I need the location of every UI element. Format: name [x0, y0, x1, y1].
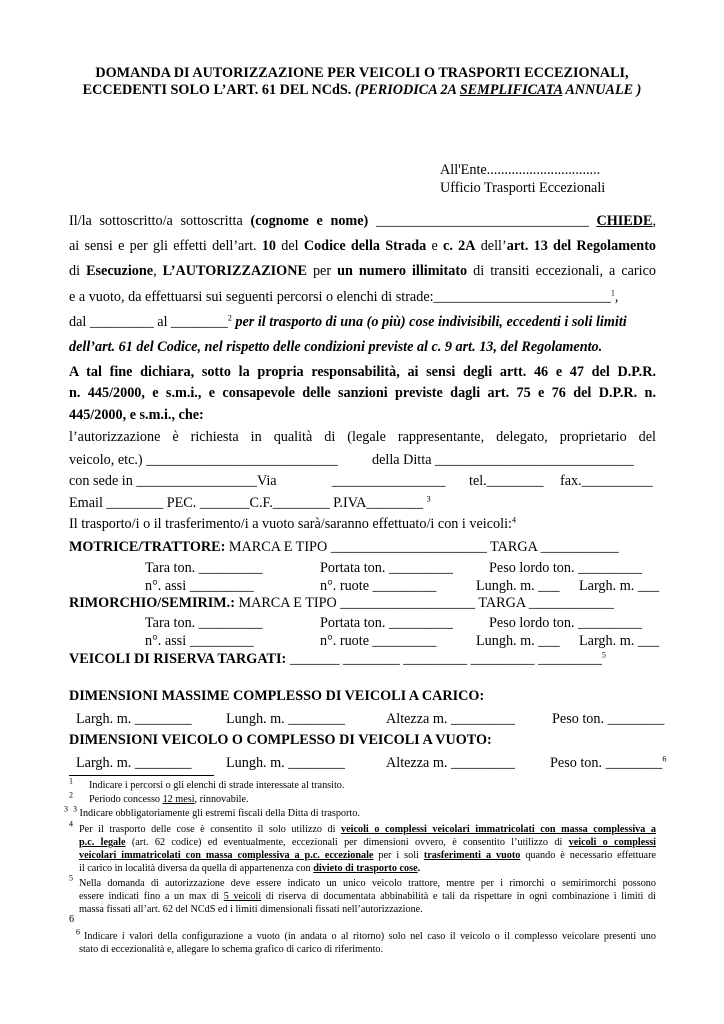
legal-text: ai sensi e per gli effetti dell’art.	[69, 238, 262, 254]
riserva-line[interactable]	[69, 650, 606, 668]
footnote-ref-4: 4	[511, 515, 516, 525]
motrice-lunghezza[interactable]: Lungh. m. ___	[476, 578, 560, 594]
rimorchio-label: RIMORCHIO/SEMIRIM.:	[69, 595, 235, 611]
footnote-number: 3	[73, 804, 77, 814]
motrice-portata[interactable]: Portata ton. _________	[320, 560, 453, 576]
legal-text: del	[276, 238, 304, 254]
footnote-text: di riserva di documentata abbinabilità e tali da rispettare in ogni combinazione i limiti di	[261, 891, 656, 902]
dim-carico-altezza[interactable]: Altezza m. _________	[386, 711, 515, 727]
riserva-label: VEICOLI DI RISERVA TARGATI:	[69, 651, 287, 667]
motrice-peso-lordo[interactable]: Peso lordo ton. _________	[489, 560, 642, 576]
form-title-line-1: DOMANDA DI AUTORIZZAZIONE PER VEICOLI O TRASPORTI ECCEZIONALI,	[95, 65, 629, 81]
title-main: ECCEDENTI SOLO L’ART. 61 DEL NCdS.	[82, 82, 355, 98]
routes-field[interactable]: e a vuoto, da effettuarsi sui seguenti percorsi o elenchi di strade:_________________________	[69, 289, 611, 305]
via-field[interactable]: ________________	[332, 473, 446, 489]
motrice-assi[interactable]: n°. assi _________	[145, 578, 254, 594]
addressee-ente: All'Ente................................	[440, 162, 601, 178]
motrice-line[interactable]	[69, 538, 619, 556]
auth-esecuzione: Esecuzione	[86, 263, 154, 279]
footnote-ref-1: 1	[610, 288, 615, 298]
footnote-emphasis: divieto di trasporto cose	[313, 863, 418, 874]
footnote-emphasis: trasferimenti a vuoto	[423, 850, 521, 861]
footnote-ref-3: 3	[426, 494, 431, 504]
footnote-text: Periodo concesso	[89, 794, 163, 805]
tel-field[interactable]: tel.________	[469, 473, 544, 489]
footnote-1	[69, 776, 345, 793]
declaration-line-3: 445/2000, e s.m.i., che:	[69, 407, 204, 423]
footnote-number: 6	[76, 927, 80, 937]
motrice-tara[interactable]: Tara ton. _________	[145, 560, 263, 576]
comma: ,	[652, 213, 656, 229]
auth-text: per	[306, 263, 338, 279]
footnote-number: 3	[64, 804, 68, 814]
legal-code: Codice della Strada	[303, 238, 427, 254]
footnote-3	[64, 804, 360, 821]
footnote-emphasis: veicolari immatricolati con massa complessiva a p.c. eccezionale	[79, 850, 374, 861]
title-periodica: (PERIODICA 2A	[354, 82, 460, 98]
footnote-separator	[69, 775, 214, 776]
footnote-emphasis: veicoli o complessi	[568, 837, 656, 848]
motrice-larghezza[interactable]: Largh. m. ___	[579, 578, 660, 594]
declaration-line-1: A tal fine dichiara, sotto la propria responsabilità, ai sensi degli artt. 46 e 47 del D.P.R.	[69, 364, 656, 380]
footnote-emphasis: 5 veicoli	[223, 891, 262, 902]
rimorchio-tara[interactable]: Tara ton. _________	[145, 615, 263, 631]
declaration-line-2: n. 445/2000, e s.m.i., e consapevole delle sanzioni previste dagli art. 75 e 76 del D.P.R. n.	[69, 385, 656, 401]
footnote-4-line-2	[79, 837, 656, 850]
footnote-6-number-inline	[76, 927, 80, 944]
applicant-line	[69, 212, 656, 230]
footnote-number: 2	[69, 790, 73, 800]
title-semplificata: SEMPLIFICATA	[459, 82, 563, 98]
footnote-period: 12 mesi	[162, 794, 195, 805]
dim-vuoto-lunghezza[interactable]: Lungh. m. ________	[226, 755, 346, 771]
footnote-text: essere indicati fino a un max di	[79, 891, 224, 902]
footnote-5-line-2	[79, 891, 656, 904]
footnote-ref-5: 5	[601, 650, 606, 660]
transport-description: per il trasporto di una (o più) cose indivisibili, eccedenti i soli limiti	[231, 314, 627, 330]
footnote-text: il carico in località diversa da quella di appartenenza con	[79, 863, 314, 874]
footnote-ref-2: 2	[227, 313, 232, 323]
rimorchio-peso-lordo[interactable]: Peso lordo ton. _________	[489, 615, 642, 631]
rimorchio-line[interactable]	[69, 594, 614, 612]
auth-illimitato: un numero illimitato	[337, 263, 468, 279]
applicant-name-label: (cognome e nome)	[250, 213, 369, 229]
footnote-6-line-1: Indicare i valori della configurazione a vuoto (in andata o al ritorno) solo nel caso il veicolo o il complesso veicolare presenti uno	[84, 931, 656, 942]
motrice-label: MOTRICE/TRATTORE:	[69, 539, 226, 555]
period-line	[69, 313, 627, 331]
footnote-5-line-1: Nella domanda di autorizzazione deve essere indicato un unico veicolo trattore, mentre per i rimorchi o semirimorchi possono	[79, 878, 656, 889]
footnote-4-number	[69, 819, 73, 836]
footnote-number: 4	[69, 819, 73, 829]
title-annuale: ANNUALE )	[562, 82, 642, 98]
rimorchio-lunghezza[interactable]: Lungh. m. ___	[476, 633, 560, 649]
dim-carico-peso[interactable]: Peso ton. ________	[552, 711, 665, 727]
legal-comma: c. 2A	[443, 238, 476, 254]
footnote-emphasis: p.c. legale	[79, 837, 126, 848]
contacts-fields[interactable]: Email ________ PEC. _______C.F.________ P.IVA________	[69, 495, 424, 511]
footnote-text: .	[417, 863, 421, 874]
rimorchio-ruote[interactable]: n°. ruote _________	[320, 633, 437, 649]
footnote-text: , rinnovabile.	[194, 794, 249, 805]
footnote-4-line-1	[79, 824, 656, 837]
vehicles-intro	[69, 515, 516, 533]
transport-conditions: dell’art. 61 del Codice, nel rispetto delle condizioni previste al c. 9 art. 13, del Regolamento.	[69, 339, 603, 355]
dim-vuoto-larghezza[interactable]: Largh. m. ________	[76, 755, 192, 771]
footnote-4-line-3	[79, 850, 656, 863]
legal-regulation: art. 13 del Regolamento	[506, 238, 657, 254]
auth-text: di	[69, 263, 87, 279]
legal-text: e	[426, 238, 444, 254]
dim-vuoto-title: DIMENSIONI VEICOLO O COMPLESSO DI VEICOLI A VUOTO:	[69, 732, 492, 748]
legal-text: dell’	[475, 238, 507, 254]
footnote-text: Indicare i percorsi o gli elenchi di strade interessate al transito.	[89, 780, 345, 791]
seat-field[interactable]: con sede in _________________Via	[69, 473, 277, 489]
auth-autorizzazione: L’AUTORIZZAZIONE	[162, 263, 307, 279]
motrice-fields[interactable]: MARCA E TIPO ______________________ TARGA ___________	[225, 539, 619, 555]
footnote-ref-6: 6	[662, 754, 667, 764]
legal-art: 10	[261, 238, 277, 254]
auth-text: ,	[153, 263, 163, 279]
contacts-line[interactable]	[69, 494, 431, 512]
footnote-5-number	[69, 873, 73, 890]
footnote-4-line-4	[79, 863, 420, 876]
riserva-fields[interactable]: _______ ________ _________ _________ _________	[286, 651, 602, 667]
footnote-number: 1	[69, 776, 73, 786]
footnote-5-line-3: massa fissati all’art. 62 del NCdS ed i limiti dimensionali fissati nell’autorizzazione.	[79, 904, 423, 915]
footnote-text: Per il trasporto delle cose è consentito il solo utilizzo di	[79, 824, 342, 835]
dim-carico-title: DIMENSIONI MASSIME COMPLESSO DI VEICOLI A CARICO:	[69, 688, 485, 704]
footnote-number: 5	[69, 873, 73, 883]
addressee-office: Ufficio Trasporti Eccezionali	[440, 180, 606, 196]
chiede-label: CHIEDE	[596, 213, 653, 229]
dim-carico-lunghezza[interactable]: Lungh. m. ________	[226, 711, 346, 727]
applicant-text: Il/la sottoscritto/a sottoscritta	[69, 213, 251, 229]
authorization-line	[69, 262, 656, 280]
vehicles-intro-text: Il trasporto/i o il trasferimento/i a vuoto sarà/saranno effettuato/i con i veicoli:	[69, 516, 512, 532]
footnote-text: per i soli	[373, 850, 424, 861]
footnote-text: (art. 62 codice) ed eventualmente, eccezionali per dimensioni ovvero, è consentito l’utilizzo di	[125, 837, 569, 848]
role-field[interactable]: veicolo, etc.) ___________________________	[69, 452, 338, 468]
rimorchio-assi[interactable]: n°. assi _________	[145, 633, 254, 649]
rimorchio-larghezza[interactable]: Largh. m. ___	[579, 633, 660, 649]
rimorchio-fields[interactable]: MARCA E TIPO ___________________ TARGA ____________	[234, 595, 614, 611]
dim-vuoto-peso[interactable]	[550, 754, 666, 772]
applicant-name-field[interactable]: ______________________________	[368, 213, 597, 229]
form-title-line-2	[0, 81, 724, 99]
footnote-6-line-2: stato di eccezionalità e, allegare lo schema grafico di carico di riferimento.	[79, 944, 384, 955]
footnote-6-number: 6	[69, 914, 75, 925]
footnote-emphasis: veicoli o complessi veicolari immatricolati con massa complessiva a	[341, 824, 656, 835]
role-line: l’autorizzazione è richiesta in qualità di (legale rappresentante, delegato, proprietario del	[69, 429, 656, 445]
routes-line	[69, 288, 618, 306]
comma: ,	[614, 289, 619, 305]
legal-basis-line	[69, 237, 656, 255]
footnote-text: Indicare obbligatoriamente gli estremi fiscali della Ditta di trasporto.	[79, 808, 360, 819]
period-fields[interactable]: dal _________ al ________	[69, 314, 228, 330]
footnote-text: quando è necessario effettuare	[520, 850, 656, 861]
company-field[interactable]: della Ditta ____________________________	[372, 452, 634, 468]
footnote-2	[69, 790, 249, 807]
dim-vuoto-peso-field[interactable]: Peso ton. ________	[550, 755, 663, 771]
motrice-ruote[interactable]: n°. ruote _________	[320, 578, 437, 594]
rimorchio-portata[interactable]: Portata ton. _________	[320, 615, 453, 631]
dim-carico-larghezza[interactable]: Largh. m. ________	[76, 711, 192, 727]
dim-vuoto-altezza[interactable]: Altezza m. _________	[386, 755, 515, 771]
fax-field[interactable]: fax.__________	[560, 473, 653, 489]
auth-text: di transiti eccezionali, a carico	[467, 263, 656, 279]
